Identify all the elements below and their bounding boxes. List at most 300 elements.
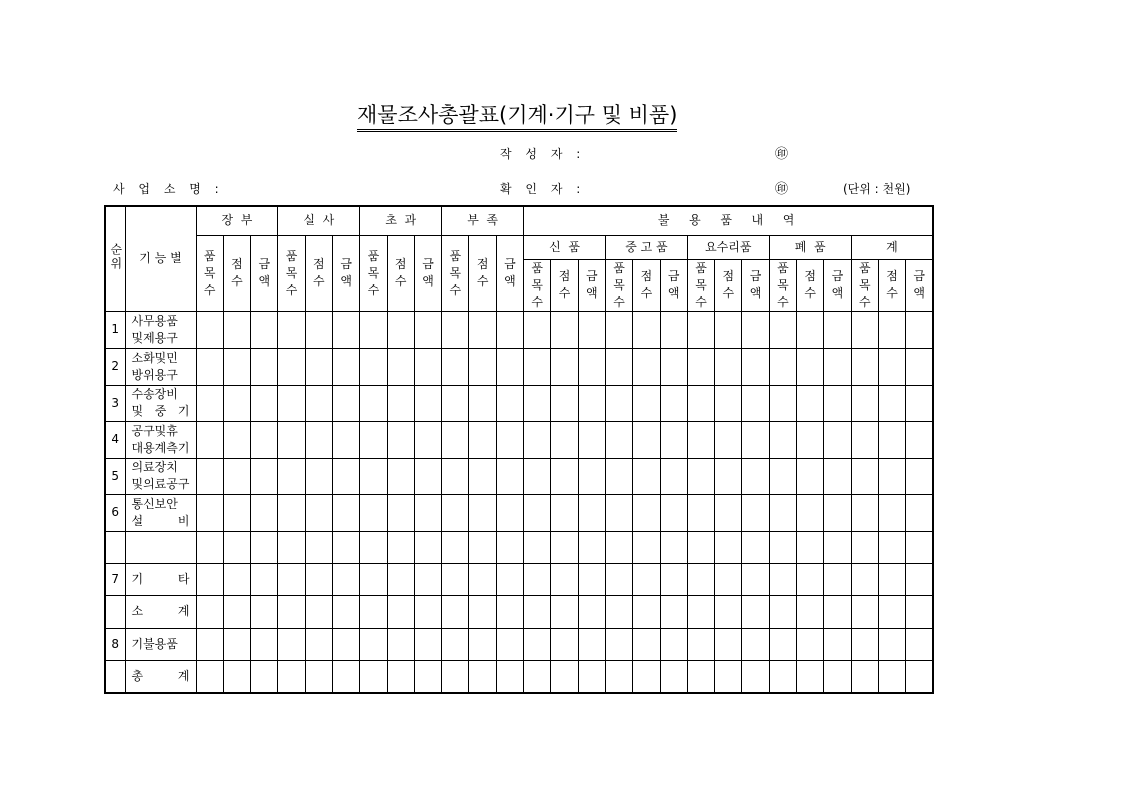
row-number [105, 595, 125, 628]
value-cell[interactable] [906, 563, 933, 595]
value-cell[interactable] [633, 421, 660, 458]
value-cell[interactable] [223, 421, 250, 458]
value-cell[interactable] [251, 311, 278, 348]
value-cell[interactable] [442, 660, 469, 693]
value-cell[interactable] [196, 531, 223, 563]
value-cell[interactable] [251, 421, 278, 458]
value-cell[interactable] [360, 311, 387, 348]
value-cell[interactable] [551, 494, 578, 531]
value-cell[interactable] [305, 385, 332, 421]
value-cell[interactable] [442, 421, 469, 458]
value-cell[interactable] [332, 628, 359, 660]
value-cell[interactable] [332, 494, 359, 531]
value-cell[interactable] [769, 348, 796, 385]
value-cell[interactable] [660, 660, 687, 693]
value-cell[interactable] [660, 385, 687, 421]
value-cell[interactable] [742, 628, 769, 660]
value-cell[interactable] [469, 311, 496, 348]
value-cell[interactable] [414, 311, 441, 348]
value-cell[interactable] [251, 628, 278, 660]
value-cell[interactable] [797, 311, 824, 348]
value-cell[interactable] [387, 348, 414, 385]
value-cell[interactable] [442, 385, 469, 421]
value-cell[interactable] [715, 660, 742, 693]
value-cell[interactable] [360, 421, 387, 458]
value-cell[interactable] [414, 421, 441, 458]
value-cell[interactable] [360, 628, 387, 660]
value-cell[interactable] [223, 385, 250, 421]
value-cell[interactable] [469, 595, 496, 628]
value-cell[interactable] [251, 458, 278, 494]
value-cell[interactable] [387, 595, 414, 628]
value-cell[interactable] [414, 494, 441, 531]
value-cell[interactable] [578, 348, 605, 385]
value-cell[interactable] [633, 348, 660, 385]
value-cell[interactable] [469, 660, 496, 693]
value-cell[interactable] [851, 531, 878, 563]
value-cell[interactable] [387, 494, 414, 531]
value-cell[interactable] [551, 595, 578, 628]
value-cell[interactable] [196, 595, 223, 628]
value-cell[interactable] [469, 494, 496, 531]
value-cell[interactable] [742, 348, 769, 385]
value-cell[interactable] [332, 563, 359, 595]
value-cell[interactable] [742, 595, 769, 628]
value-cell[interactable] [278, 660, 305, 693]
value-cell[interactable] [223, 494, 250, 531]
value-cell[interactable] [332, 595, 359, 628]
value-cell[interactable] [687, 595, 714, 628]
value-cell[interactable] [769, 563, 796, 595]
value-cell[interactable] [660, 458, 687, 494]
value-cell[interactable] [878, 385, 905, 421]
value-cell[interactable] [633, 660, 660, 693]
value-cell[interactable] [551, 660, 578, 693]
value-cell[interactable] [797, 563, 824, 595]
value-cell[interactable] [687, 628, 714, 660]
value-cell[interactable] [824, 531, 851, 563]
value-cell[interactable] [332, 348, 359, 385]
value-cell[interactable] [851, 563, 878, 595]
value-cell[interactable] [524, 385, 551, 421]
value-cell[interactable] [305, 458, 332, 494]
value-cell[interactable] [824, 458, 851, 494]
value-cell[interactable] [769, 421, 796, 458]
value-cell[interactable] [824, 385, 851, 421]
value-cell[interactable] [251, 563, 278, 595]
value-cell[interactable] [278, 531, 305, 563]
value-cell[interactable] [605, 628, 632, 660]
value-cell[interactable] [769, 660, 796, 693]
value-cell[interactable] [496, 458, 523, 494]
value-cell[interactable] [524, 348, 551, 385]
value-cell[interactable] [797, 348, 824, 385]
value-cell[interactable] [196, 563, 223, 595]
value-cell[interactable] [715, 348, 742, 385]
value-cell[interactable] [605, 348, 632, 385]
value-cell[interactable] [223, 595, 250, 628]
value-cell[interactable] [878, 563, 905, 595]
value-cell[interactable] [715, 385, 742, 421]
value-cell[interactable] [605, 421, 632, 458]
value-cell[interactable] [633, 385, 660, 421]
value-cell[interactable] [660, 628, 687, 660]
value-cell[interactable] [687, 494, 714, 531]
value-cell[interactable] [223, 531, 250, 563]
value-cell[interactable] [414, 595, 441, 628]
value-cell[interactable] [387, 311, 414, 348]
value-cell[interactable] [196, 494, 223, 531]
value-cell[interactable] [305, 595, 332, 628]
value-cell[interactable] [660, 494, 687, 531]
value-cell[interactable] [715, 311, 742, 348]
value-cell[interactable] [578, 494, 605, 531]
value-cell[interactable] [360, 531, 387, 563]
value-cell[interactable] [305, 311, 332, 348]
value-cell[interactable] [305, 531, 332, 563]
value-cell[interactable] [742, 311, 769, 348]
confirmer-label: 확 인 자 : [500, 182, 586, 196]
value-cell[interactable] [906, 385, 933, 421]
value-cell[interactable] [332, 385, 359, 421]
value-cell[interactable] [824, 660, 851, 693]
value-cell[interactable] [797, 628, 824, 660]
value-cell[interactable] [578, 660, 605, 693]
value-cell[interactable] [769, 458, 796, 494]
value-cell[interactable] [824, 595, 851, 628]
value-cell[interactable] [797, 494, 824, 531]
value-cell[interactable] [387, 563, 414, 595]
value-cell[interactable] [851, 494, 878, 531]
value-cell[interactable] [278, 311, 305, 348]
value-cell[interactable] [742, 421, 769, 458]
value-cell[interactable] [442, 348, 469, 385]
value-cell[interactable] [496, 660, 523, 693]
value-cell[interactable] [496, 494, 523, 531]
value-cell[interactable] [414, 458, 441, 494]
value-cell[interactable] [851, 628, 878, 660]
value-cell[interactable] [360, 458, 387, 494]
value-cell[interactable] [797, 660, 824, 693]
value-cell[interactable] [605, 660, 632, 693]
value-cell[interactable] [251, 660, 278, 693]
value-cell[interactable] [524, 563, 551, 595]
value-cell[interactable] [496, 531, 523, 563]
value-cell[interactable] [223, 348, 250, 385]
value-cell[interactable] [578, 421, 605, 458]
value-cell[interactable] [332, 531, 359, 563]
value-cell[interactable] [223, 458, 250, 494]
value-cell[interactable] [769, 311, 796, 348]
value-cell[interactable] [387, 628, 414, 660]
value-cell[interactable] [851, 348, 878, 385]
value-cell[interactable] [633, 311, 660, 348]
value-cell[interactable] [551, 458, 578, 494]
value-cell[interactable] [906, 458, 933, 494]
value-cell[interactable] [715, 595, 742, 628]
value-cell[interactable] [360, 595, 387, 628]
value-cell[interactable] [278, 494, 305, 531]
value-cell[interactable] [824, 348, 851, 385]
value-cell[interactable] [278, 628, 305, 660]
value-cell[interactable] [851, 311, 878, 348]
value-cell[interactable] [715, 531, 742, 563]
value-cell[interactable] [469, 563, 496, 595]
value-cell[interactable] [524, 660, 551, 693]
value-cell[interactable] [824, 494, 851, 531]
value-cell[interactable] [551, 531, 578, 563]
value-cell[interactable] [878, 348, 905, 385]
value-cell[interactable] [578, 628, 605, 660]
value-cell[interactable] [824, 628, 851, 660]
value-cell[interactable] [332, 458, 359, 494]
value-cell[interactable] [878, 421, 905, 458]
value-cell[interactable] [305, 494, 332, 531]
value-cell[interactable] [360, 385, 387, 421]
value-cell[interactable] [906, 421, 933, 458]
unit-label: (단위 : 천원) [843, 182, 911, 196]
value-cell[interactable] [797, 385, 824, 421]
value-cell[interactable] [251, 494, 278, 531]
value-cell[interactable] [906, 311, 933, 348]
value-cell[interactable] [360, 563, 387, 595]
value-cell[interactable] [387, 458, 414, 494]
value-cell[interactable] [196, 458, 223, 494]
value-cell[interactable] [797, 458, 824, 494]
value-cell[interactable] [578, 458, 605, 494]
value-cell[interactable] [660, 348, 687, 385]
value-cell[interactable] [332, 421, 359, 458]
value-cell[interactable] [660, 531, 687, 563]
value-cell[interactable] [387, 660, 414, 693]
value-cell[interactable] [715, 628, 742, 660]
value-cell[interactable] [223, 660, 250, 693]
value-cell[interactable] [660, 311, 687, 348]
value-cell[interactable] [360, 494, 387, 531]
value-cell[interactable] [906, 348, 933, 385]
value-cell[interactable] [769, 595, 796, 628]
value-cell[interactable] [633, 458, 660, 494]
value-cell[interactable] [660, 595, 687, 628]
value-cell[interactable] [578, 563, 605, 595]
value-cell[interactable] [660, 421, 687, 458]
value-cell[interactable] [551, 311, 578, 348]
value-cell[interactable] [605, 458, 632, 494]
value-cell[interactable] [524, 494, 551, 531]
value-cell[interactable] [660, 563, 687, 595]
value-cell[interactable] [442, 628, 469, 660]
value-cell[interactable] [469, 531, 496, 563]
value-cell[interactable] [851, 421, 878, 458]
value-cell[interactable] [851, 458, 878, 494]
value-cell[interactable] [906, 628, 933, 660]
value-cell[interactable] [196, 311, 223, 348]
value-cell[interactable] [305, 628, 332, 660]
value-cell[interactable] [824, 421, 851, 458]
value-cell[interactable] [305, 563, 332, 595]
value-cell[interactable] [251, 385, 278, 421]
value-cell[interactable] [442, 458, 469, 494]
value-cell[interactable] [360, 348, 387, 385]
value-cell[interactable] [251, 348, 278, 385]
value-cell[interactable] [906, 531, 933, 563]
value-cell[interactable] [332, 660, 359, 693]
value-cell[interactable] [360, 660, 387, 693]
value-cell[interactable] [878, 595, 905, 628]
value-cell[interactable] [769, 494, 796, 531]
value-cell[interactable] [878, 531, 905, 563]
value-cell[interactable] [715, 494, 742, 531]
value-cell[interactable] [196, 421, 223, 458]
value-cell[interactable] [496, 595, 523, 628]
value-cell[interactable] [387, 385, 414, 421]
value-cell[interactable] [687, 421, 714, 458]
value-cell[interactable] [878, 311, 905, 348]
value-cell[interactable] [715, 421, 742, 458]
value-cell[interactable] [496, 421, 523, 458]
value-cell[interactable] [496, 311, 523, 348]
value-cell[interactable] [551, 628, 578, 660]
value-cell[interactable] [387, 531, 414, 563]
value-cell[interactable] [551, 385, 578, 421]
value-cell[interactable] [442, 595, 469, 628]
value-cell[interactable] [278, 421, 305, 458]
value-cell[interactable] [278, 595, 305, 628]
value-cell[interactable] [414, 563, 441, 595]
value-cell[interactable] [797, 421, 824, 458]
value-cell[interactable] [469, 421, 496, 458]
value-cell[interactable] [605, 531, 632, 563]
value-cell[interactable] [687, 458, 714, 494]
value-cell[interactable] [251, 595, 278, 628]
value-cell[interactable] [414, 348, 441, 385]
value-cell[interactable] [414, 660, 441, 693]
value-cell[interactable] [196, 628, 223, 660]
value-cell[interactable] [687, 385, 714, 421]
value-cell[interactable] [687, 348, 714, 385]
value-cell[interactable] [633, 531, 660, 563]
value-cell[interactable] [496, 385, 523, 421]
value-cell[interactable] [906, 494, 933, 531]
value-cell[interactable] [524, 628, 551, 660]
value-cell[interactable] [278, 385, 305, 421]
value-cell[interactable] [496, 628, 523, 660]
value-cell[interactable] [797, 595, 824, 628]
value-cell[interactable] [442, 531, 469, 563]
value-cell[interactable] [878, 628, 905, 660]
value-cell[interactable] [524, 421, 551, 458]
value-cell[interactable] [687, 660, 714, 693]
value-cell[interactable] [851, 385, 878, 421]
value-cell[interactable] [742, 531, 769, 563]
value-cell[interactable] [469, 458, 496, 494]
value-cell[interactable] [742, 494, 769, 531]
value-cell[interactable] [824, 563, 851, 595]
value-cell[interactable] [633, 563, 660, 595]
value-cell[interactable] [687, 563, 714, 595]
value-cell[interactable] [551, 421, 578, 458]
value-cell[interactable] [278, 563, 305, 595]
value-cell[interactable] [824, 311, 851, 348]
value-cell[interactable] [305, 348, 332, 385]
value-cell[interactable] [742, 563, 769, 595]
value-cell[interactable] [414, 628, 441, 660]
value-cell[interactable] [414, 531, 441, 563]
value-cell[interactable] [496, 348, 523, 385]
value-cell[interactable] [524, 531, 551, 563]
value-cell[interactable] [551, 563, 578, 595]
value-cell[interactable] [742, 458, 769, 494]
value-cell[interactable] [769, 385, 796, 421]
value-cell[interactable] [223, 628, 250, 660]
value-cell[interactable] [578, 531, 605, 563]
value-cell[interactable] [278, 348, 305, 385]
value-cell[interactable] [469, 348, 496, 385]
value-cell[interactable] [605, 595, 632, 628]
value-cell[interactable] [633, 494, 660, 531]
value-cell[interactable] [769, 531, 796, 563]
value-cell[interactable] [196, 385, 223, 421]
value-cell[interactable] [687, 311, 714, 348]
value-cell[interactable] [906, 660, 933, 693]
value-cell[interactable] [469, 385, 496, 421]
value-cell[interactable] [524, 595, 551, 628]
value-cell[interactable] [442, 311, 469, 348]
value-cell[interactable] [687, 531, 714, 563]
value-cell[interactable] [633, 628, 660, 660]
value-cell[interactable] [278, 458, 305, 494]
value-cell[interactable] [878, 458, 905, 494]
value-cell[interactable] [605, 563, 632, 595]
value-cell[interactable] [305, 421, 332, 458]
value-cell[interactable] [878, 494, 905, 531]
value-cell[interactable] [251, 531, 278, 563]
value-cell[interactable] [605, 311, 632, 348]
value-cell[interactable] [633, 595, 660, 628]
value-cell[interactable] [223, 563, 250, 595]
value-cell[interactable] [605, 385, 632, 421]
value-cell[interactable] [769, 628, 796, 660]
value-cell[interactable] [524, 311, 551, 348]
value-cell[interactable] [715, 458, 742, 494]
value-cell[interactable] [223, 311, 250, 348]
value-cell[interactable] [851, 595, 878, 628]
value-cell[interactable] [851, 660, 878, 693]
value-cell[interactable] [551, 348, 578, 385]
value-cell[interactable] [196, 660, 223, 693]
value-cell[interactable] [414, 385, 441, 421]
value-cell[interactable] [196, 348, 223, 385]
value-cell[interactable] [715, 563, 742, 595]
value-cell[interactable] [878, 660, 905, 693]
value-cell[interactable] [442, 563, 469, 595]
value-cell[interactable] [797, 531, 824, 563]
value-cell[interactable] [742, 660, 769, 693]
value-cell[interactable] [578, 311, 605, 348]
value-cell[interactable] [578, 595, 605, 628]
value-cell[interactable] [605, 494, 632, 531]
value-cell[interactable] [578, 385, 605, 421]
value-cell[interactable] [305, 660, 332, 693]
value-cell[interactable] [742, 385, 769, 421]
value-cell[interactable] [496, 563, 523, 595]
value-cell[interactable] [524, 458, 551, 494]
value-cell[interactable] [387, 421, 414, 458]
value-cell[interactable] [442, 494, 469, 531]
value-cell[interactable] [906, 595, 933, 628]
value-cell[interactable] [332, 311, 359, 348]
value-cell[interactable] [469, 628, 496, 660]
